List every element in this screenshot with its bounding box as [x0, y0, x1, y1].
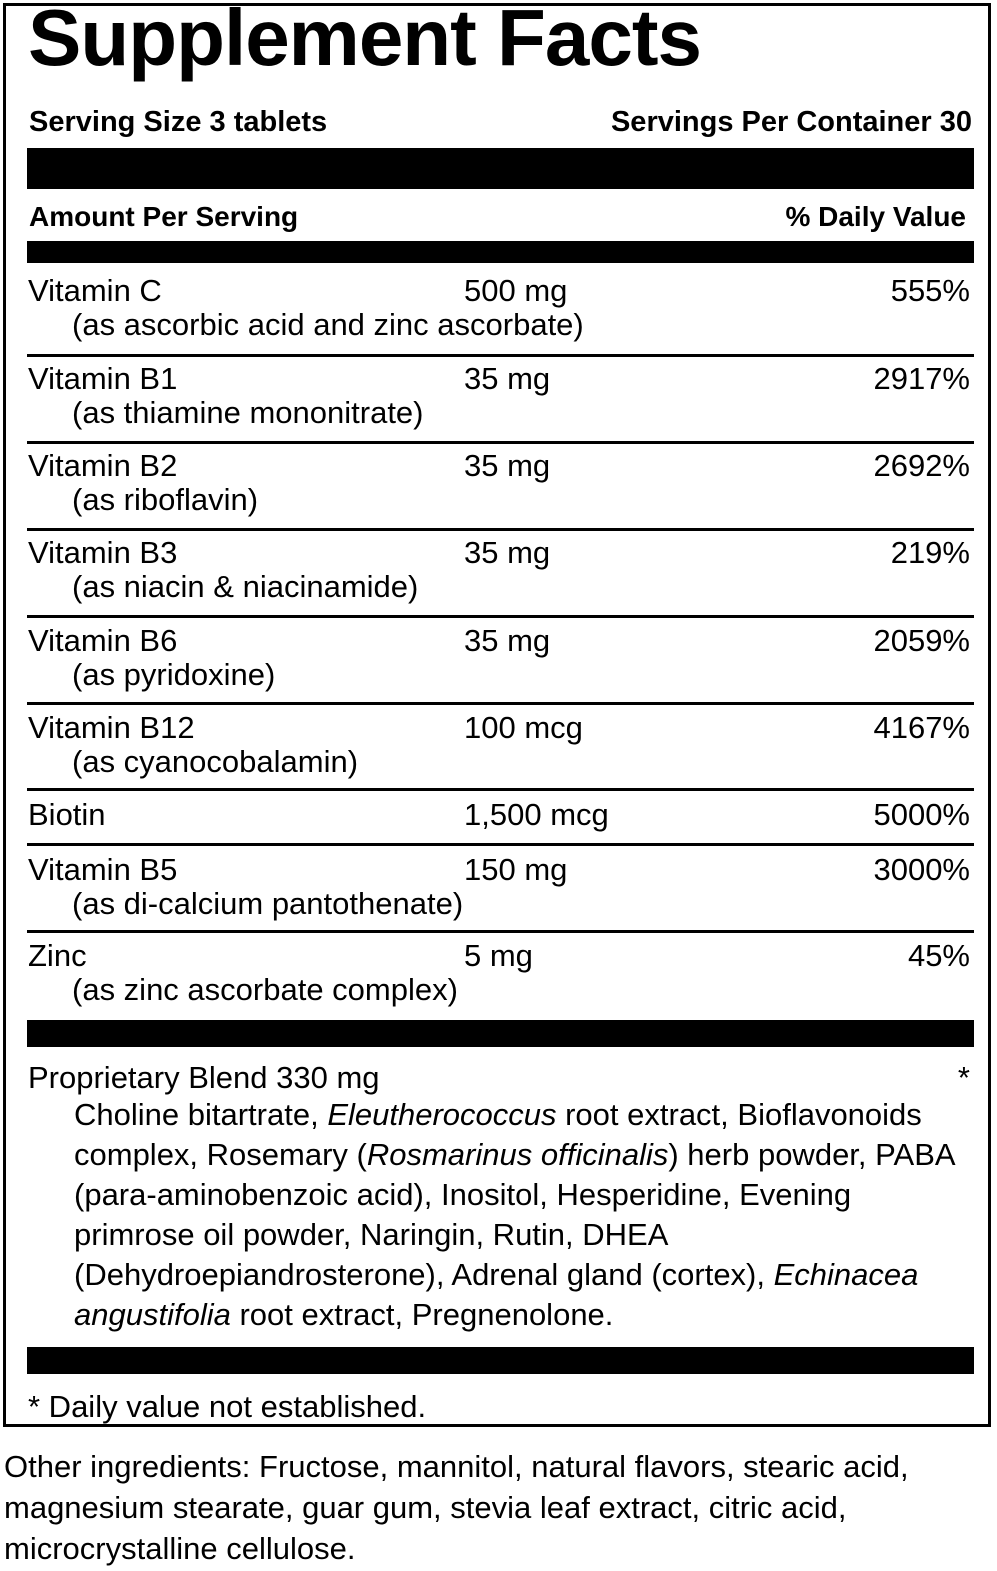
other-ingredients: Other ingredients: Fructose, mannitol, natural flavors, stearic acid, magnesium stearate, guar gum, stevia leaf extract, citric acid, microcrystalline cellulose.	[4, 1449, 909, 1566]
row-divider	[27, 354, 974, 357]
blend-latin-name: Echinacea angustifolia	[74, 1257, 919, 1332]
blend-latin-name: Eleutherococcus	[327, 1097, 557, 1132]
nutrient-source: (as riboflavin)	[72, 482, 259, 517]
nutrient-name: Zinc	[28, 938, 87, 973]
thick-divider	[27, 148, 974, 189]
nutrient-row	[6, 710, 988, 790]
nutrient-name: Vitamin B3	[28, 535, 178, 570]
nutrient-amount: 1,500 mcg	[464, 797, 609, 832]
nutrient-daily-value: 2917%	[873, 361, 970, 396]
nutrient-amount: 35 mg	[464, 448, 551, 483]
nutrient-name: Vitamin B12	[28, 710, 195, 745]
supplement-facts-panel	[3, 0, 991, 1427]
nutrient-row	[6, 938, 988, 1018]
nutrient-row	[6, 273, 988, 353]
blend-text-segment: root extract, Bioflavonoids complex, Rosemary (	[74, 1097, 922, 1172]
nutrient-row	[6, 623, 988, 703]
row-divider	[27, 843, 974, 846]
row-divider	[27, 528, 974, 531]
amount-per-serving-header: Amount Per Serving	[29, 201, 299, 232]
nutrient-daily-value: 45%	[907, 938, 970, 973]
nutrient-name: Vitamin B6	[28, 623, 178, 658]
nutrient-source: (as niacin & niacinamide)	[72, 569, 419, 604]
nutrient-amount: 35 mg	[464, 361, 551, 396]
nutrient-row	[6, 535, 988, 615]
nutrient-amount: 100 mcg	[464, 710, 583, 745]
panel-title: Supplement Facts	[28, 0, 702, 82]
row-divider	[27, 930, 974, 933]
daily-value-header: % Daily Value	[785, 201, 966, 232]
nutrient-source: (as pyridoxine)	[72, 657, 276, 692]
nutrient-source: (as ascorbic acid and zinc ascorbate)	[72, 307, 584, 342]
row-divider	[27, 441, 974, 444]
nutrient-row	[6, 852, 988, 932]
blend-text-segment: root extract, Pregnenolone.	[230, 1297, 614, 1332]
nutrient-name: Vitamin B1	[28, 361, 178, 396]
serving-size: Serving Size 3 tablets	[29, 106, 328, 138]
nutrient-daily-value: 4167%	[873, 710, 970, 745]
nutrient-amount: 150 mg	[464, 852, 568, 887]
nutrient-daily-value: 555%	[890, 273, 970, 308]
nutrient-amount: 5 mg	[464, 938, 533, 973]
row-divider	[27, 702, 974, 705]
blend-name: Proprietary Blend 330 mg	[28, 1060, 380, 1095]
nutrient-daily-value: 5000%	[873, 797, 970, 832]
nutrient-daily-value: 219%	[890, 535, 970, 570]
nutrient-source: (as thiamine mononitrate)	[72, 395, 424, 430]
nutrient-amount: 35 mg	[464, 535, 551, 570]
nutrient-source: (as di-calcium pantothenate)	[72, 886, 464, 921]
thick-divider	[27, 1020, 974, 1047]
row-divider	[27, 615, 974, 618]
blend-ingredients	[74, 1095, 974, 1335]
nutrient-daily-value: 3000%	[873, 852, 970, 887]
blend-daily-value: *	[957, 1060, 970, 1095]
medium-divider	[27, 241, 974, 263]
nutrient-name: Vitamin C	[28, 273, 162, 308]
nutrient-row	[6, 361, 988, 441]
servings-per-container: Servings Per Container 30	[610, 106, 972, 138]
nutrient-source: (as zinc ascorbate complex)	[72, 972, 458, 1007]
nutrient-source: (as cyanocobalamin)	[72, 744, 359, 779]
nutrient-row	[6, 448, 988, 528]
thick-divider	[27, 1347, 974, 1374]
nutrient-name: Vitamin B2	[28, 448, 178, 483]
nutrient-amount: 35 mg	[464, 623, 551, 658]
row-divider	[27, 788, 974, 791]
nutrient-name: Vitamin B5	[28, 852, 178, 887]
footnote: * Daily value not established.	[28, 1389, 427, 1424]
nutrient-daily-value: 2059%	[873, 623, 970, 658]
blend-text-segment: ) herb powder, PABA (para-aminobenzoic acid), Inositol, Hesperidine, Evening primrose oil powder, Naringin, Rutin, DHEA (Dehydroepiandrosterone), Adrenal gland (cortex),	[74, 1137, 954, 1292]
blend-latin-name: Rosmarinus officinalis	[366, 1137, 669, 1172]
blend-text-segment: Choline bitartrate,	[74, 1097, 328, 1132]
nutrient-daily-value: 2692%	[873, 448, 970, 483]
nutrient-name: Biotin	[28, 797, 106, 832]
nutrient-amount: 500 mg	[464, 273, 568, 308]
